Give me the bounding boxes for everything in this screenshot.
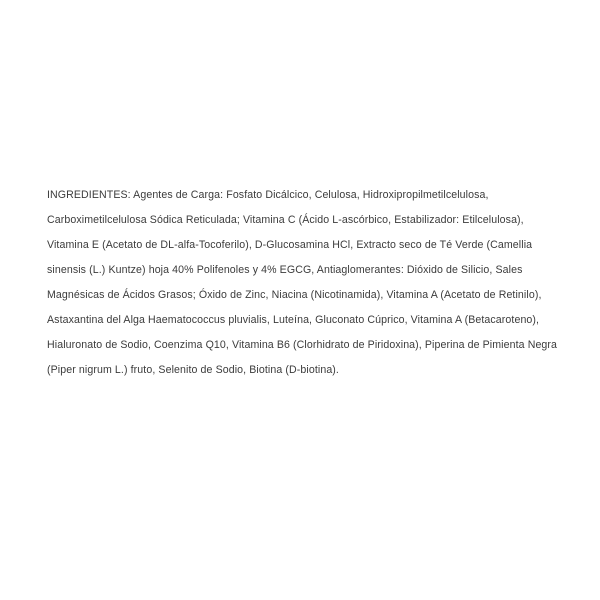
- ingredients-text-line-1: INGREDIENTES: Agentes de Carga: Fosfato Dicálcico, Celulosa, Hidroxipropilmetilcelulosa,: [47, 189, 489, 201]
- ingredients-text-line-6: Astaxantina del Alga Haematococcus pluvialis, Luteína, Gluconato Cúprico, Vitamina A (Betacaroteno),: [47, 314, 540, 326]
- ingredients-text-line-3: Vitamina E (Acetato de DL-alfa-Tocoferilo), D-Glucosamina HCl, Extracto seco de Té Verde (Camellia: [47, 239, 533, 251]
- ingredients-text-line-8: (Piper nigrum L.) fruto, Selenito de Sodio, Biotina (D-biotina).: [47, 364, 339, 376]
- ingredients-text-line-2: Carboximetilcelulosa Sódica Reticulada; Vitamina C (Ácido L-ascórbico, Estabilizador: Etilcelulosa),: [47, 214, 524, 226]
- ingredients-label: [47, 183, 587, 383]
- ingredients-text-line-5: Magnésicas de Ácidos Grasos; Óxido de Zinc, Niacina (Nicotinamida), Vitamina A (Acetato de Retinilo),: [47, 289, 542, 301]
- ingredients-text-line-7: Hialuronato de Sodio, Coenzima Q10, Vitamina B6 (Clorhidrato de Piridoxina), Piperina de Pimienta Negra: [47, 339, 558, 351]
- ingredients-text-line-4: sinensis (L.) Kuntze) hoja 40% Polifenoles y 4% EGCG, Antiaglomerantes: Dióxido de Silicio, Sales: [47, 264, 523, 276]
